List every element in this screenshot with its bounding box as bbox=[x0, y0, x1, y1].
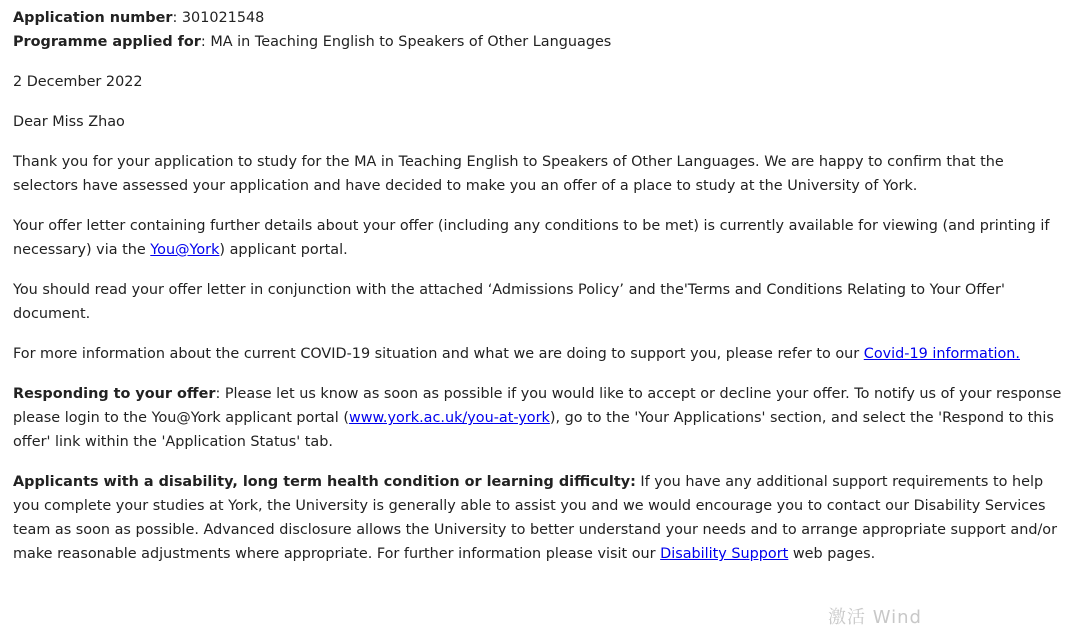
paragraph-text: If you have any additional support requirements to help you complete your studies at York, the University is generally able to assist you and we would encourage you to contact our Disability Services team as soon as possible. Advanced disclosure allows the University to better understand your needs and to arrange appropriate support and/or make reasonable adjustments where appropriate. For further information please visit our bbox=[13, 474, 1058, 562]
programme-value: MA in Teaching English to Speakers of Other Languages bbox=[210, 34, 612, 50]
covid-information-link[interactable]: Covid-19 information. bbox=[863, 346, 1020, 362]
paragraph-text: web pages. bbox=[788, 546, 876, 562]
email-body bbox=[13, 6, 1069, 582]
paragraph-text: ), go to the 'Your Applications' section, and select the 'Respond to this offer' link within the 'Application Status' tab. bbox=[13, 410, 1054, 450]
programme-label: Programme applied for bbox=[13, 34, 201, 50]
you-at-york-url-link[interactable]: www.york.ac.uk/you-at-york bbox=[348, 410, 550, 426]
application-number-value: 301021548 bbox=[181, 10, 265, 26]
paragraph-confirmation: Thank you for your application to study for the MA in Teaching English to Speakers of Other Languages. We are happy to confirm that the selectors have assessed your application and have decided to make you an offer of a place to study at the University of York. bbox=[13, 154, 1004, 194]
paragraph-admissions-policy: You should read your offer letter in conjunction with the attached ‘Admissions Policy’ and the'Terms and Conditions Relating to Your Offer' document. bbox=[13, 282, 1005, 322]
responding-heading: Responding to your offer bbox=[13, 386, 216, 402]
greeting: Dear Miss Zhao bbox=[13, 114, 125, 130]
paragraph-text: For more information about the current COVID-19 situation and what we are doing to support you, please refer to our bbox=[13, 346, 864, 362]
letter-date: 2 December 2022 bbox=[13, 74, 143, 90]
activation-watermark: 激活 Wind bbox=[828, 607, 922, 628]
paragraph-text: ) applicant portal. bbox=[219, 242, 348, 258]
paragraph-offer-letter bbox=[13, 214, 1069, 262]
programme-line: Programme applied for: MA in Teaching English to Speakers of Other Languages bbox=[13, 34, 612, 50]
application-number-line: Application number: 301021548 bbox=[13, 10, 265, 26]
disability-support-link[interactable]: Disability Support bbox=[660, 546, 789, 562]
disability-heading: Applicants with a disability, long term health condition or learning difficulty: bbox=[13, 474, 636, 490]
paragraph-text: Your offer letter containing further details about your offer (including any conditions to be met) is currently available for viewing (and printing if necessary) via the bbox=[13, 218, 1050, 258]
paragraph-responding bbox=[13, 382, 1069, 454]
paragraph-text: : Please let us know as soon as possible if you would like to accept or decline your offer. To notify us of your response please login to the You@York applicant portal ( bbox=[13, 386, 1062, 426]
you-at-york-link[interactable]: You@York bbox=[150, 242, 220, 258]
paragraph-covid bbox=[13, 342, 1069, 366]
application-number-label: Application number bbox=[13, 10, 173, 26]
paragraph-disability bbox=[13, 470, 1069, 566]
